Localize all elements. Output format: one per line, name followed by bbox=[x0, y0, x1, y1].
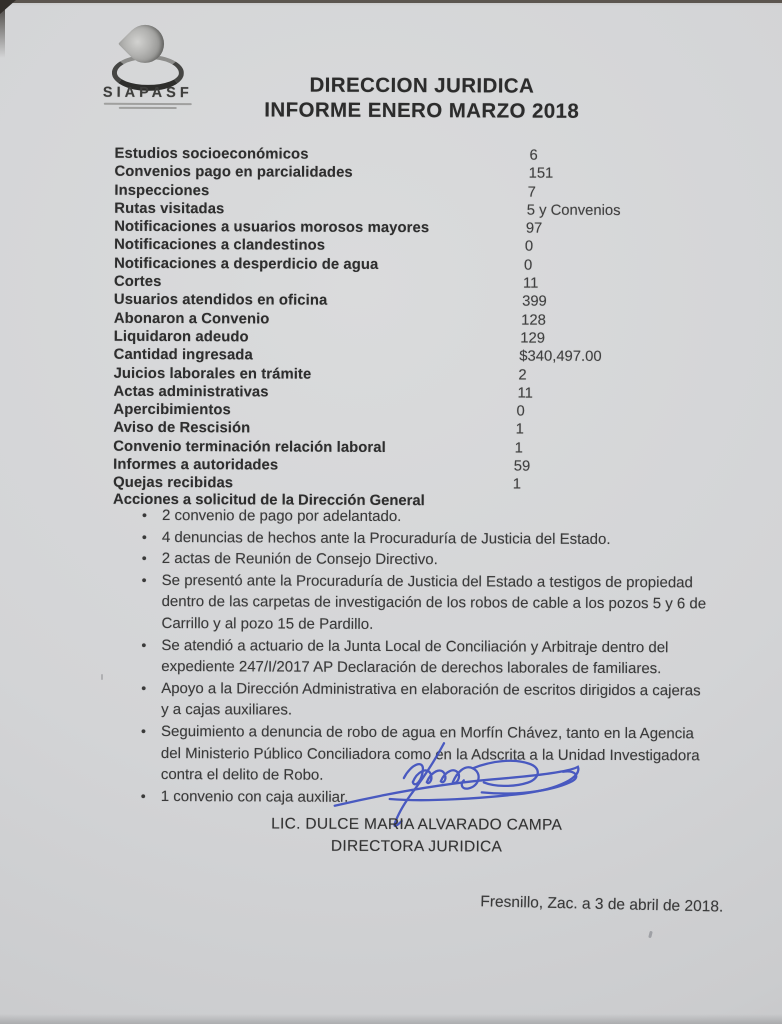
action-item: • Se presentó ante la Procuraduría de Justicia del Estado a testigos de propiedad dentro de las carpetas de investigación de los robos de cable a los pozos 5 y 6 de Carrillo y al pozo 15 de Pardillo. bbox=[141, 570, 751, 637]
stat-value: 399 bbox=[522, 293, 547, 311]
stat-label: Notificaciones a usuarios morosos mayores bbox=[114, 218, 430, 237]
stat-label: Aviso de Rescisión bbox=[113, 420, 251, 437]
stat-value: $340,497.00 bbox=[519, 348, 602, 366]
stat-value: 5 y Convenios bbox=[526, 202, 621, 219]
logo-name: SIAPASF bbox=[102, 84, 193, 102]
stat-value: 129 bbox=[520, 330, 545, 347]
stat-value: 11 bbox=[517, 385, 533, 402]
stat-label: Notificaciones a clandestinos bbox=[114, 237, 326, 255]
action-item: • 4 denuncias de hechos ante la Procuraduría de Justicia del Estado. bbox=[142, 527, 752, 551]
action-item: • 1 convenio con caja auxiliar. bbox=[141, 786, 751, 810]
signatory-title: DIRECTORA JURIDICA bbox=[330, 837, 503, 855]
stat-value: 0 bbox=[516, 403, 525, 420]
stat-label: Abonaron a Convenio bbox=[113, 310, 270, 328]
stat-label: Cantidad ingresada bbox=[113, 347, 253, 364]
stat-value: 6 bbox=[529, 147, 538, 164]
stat-label: Actas administrativas bbox=[113, 383, 269, 401]
stat-value: 2 bbox=[518, 367, 527, 384]
stat-label: Estudios socioeconómicos bbox=[114, 145, 309, 163]
stat-value: 128 bbox=[521, 312, 546, 329]
stat-label: Informes a autoridades bbox=[113, 456, 279, 474]
action-item: • 2 convenio de pago por adelantado. bbox=[142, 505, 752, 529]
stat-value: 1 bbox=[512, 476, 522, 493]
stat-value: 151 bbox=[528, 165, 554, 183]
stat-label: Cortes bbox=[113, 273, 162, 291]
stat-label: Quejas recibidas bbox=[113, 475, 234, 492]
stat-label: Convenios pago en parcialidades bbox=[114, 164, 353, 182]
stat-value: 7 bbox=[527, 184, 536, 201]
signatory-block bbox=[54, 813, 778, 859]
stat-label: Juicios laborales en trámite bbox=[113, 365, 312, 383]
stat-value: 97 bbox=[525, 220, 543, 237]
stat-value: 0 bbox=[524, 239, 534, 256]
stat-value: 59 bbox=[513, 458, 531, 475]
stats-list bbox=[113, 145, 775, 496]
stat-value: 1 bbox=[514, 440, 523, 457]
stat-label: Apercibimientos bbox=[113, 401, 231, 419]
stat-value: 0 bbox=[523, 257, 533, 274]
action-item: • Apoyo a la Dirección Administrativa en elaboración de escritos dirigidos a cajeras y a cajas auxiliares. bbox=[141, 678, 751, 724]
action-item: • 2 actas de Reunión de Consejo Directivo. bbox=[142, 548, 752, 572]
report-title bbox=[2, 71, 782, 125]
stat-label: Convenio terminación relación laboral bbox=[113, 438, 386, 456]
stat-label: Rutas visitadas bbox=[114, 200, 225, 218]
title-line-1: DIRECCION JURIDICA bbox=[309, 73, 535, 98]
stat-label: Liquidaron adeudo bbox=[113, 328, 249, 346]
stat-label: Inspecciones bbox=[114, 182, 210, 199]
action-item: • Seguimiento a denuncia de robo de agua en Morfín Chávez, tanto en la Agencia del Ministerio Público Conciliadora como en la Adscrita a la Unidad Investigadora contra el delito de Robo. bbox=[141, 721, 751, 788]
stat-label: Usuarios atendidos en oficina bbox=[113, 292, 328, 310]
date-line: Fresnillo, Zac. a 3 de abril de 2018. bbox=[480, 893, 724, 916]
actions-section-heading: Acciones a solicitud de la Dirección General bbox=[113, 491, 425, 510]
title-line-2: INFORME ENERO MARZO 2018 bbox=[264, 98, 580, 123]
signatory-name: LIC. DULCE MARIA ALVARADO CAMPA bbox=[271, 815, 563, 834]
stat-value: 1 bbox=[515, 421, 524, 439]
stat-value: 11 bbox=[523, 275, 539, 292]
action-item: • Se atendió a actuario de la Junta Local de Conciliación y Arbitraje dentro del expediente 247/I/2017 AP Declaración de derechos laborales de familiares. bbox=[141, 634, 751, 680]
stat-label: Notificaciones a desperdicio de agua bbox=[114, 255, 379, 273]
